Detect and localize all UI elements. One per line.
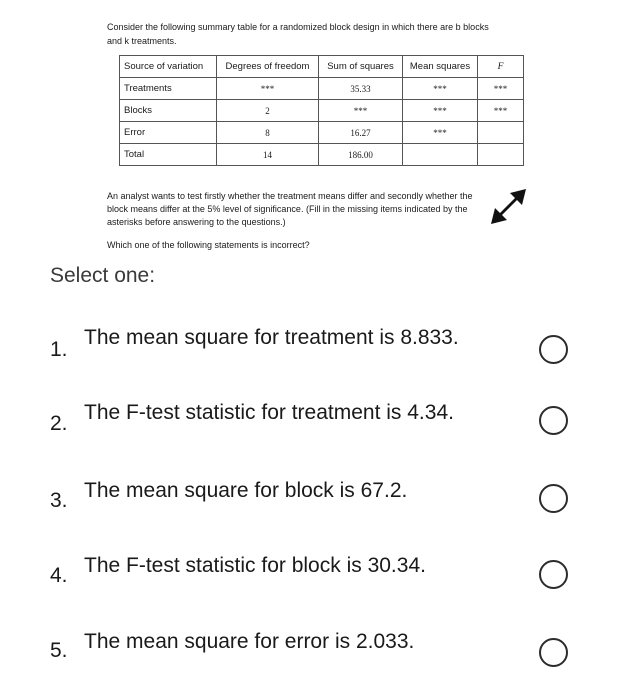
cell-f: ***	[478, 78, 524, 100]
analyst-line-1: An analyst wants to test firstly whether the treatment means differ and secondly whether the	[107, 191, 473, 201]
option-text: The F-test statistic for block is 30.34.	[84, 554, 426, 577]
table-header-row	[120, 56, 524, 78]
analyst-line-2: block means differ at the 5% level of significance. (Fill in the missing items indicated by the	[107, 204, 468, 214]
header-f: F	[478, 56, 524, 78]
question-intro	[107, 20, 547, 48]
option-2[interactable]	[0, 397, 621, 457]
cell-ms: ***	[403, 78, 478, 100]
cell-ss: 186.00	[319, 144, 403, 166]
table-row	[120, 144, 524, 166]
option-radio[interactable]	[539, 406, 568, 435]
question-prompt: Which one of the following statements is incorrect?	[107, 240, 310, 250]
cell-df: 2	[217, 100, 319, 122]
header-df: Degrees of freedom	[217, 56, 319, 78]
intro-line-1: Consider the following summary table for a randomized block design in which there are b blocks	[107, 22, 489, 32]
option-radio[interactable]	[539, 638, 568, 667]
cell-df: 14	[217, 144, 319, 166]
option-radio[interactable]	[539, 560, 568, 589]
cell-ms: ***	[403, 122, 478, 144]
option-4[interactable]	[0, 552, 621, 612]
option-number: 5.	[50, 639, 68, 662]
table-row	[120, 122, 524, 144]
table-row	[120, 78, 524, 100]
cell-f	[478, 144, 524, 166]
cell-source: Total	[120, 144, 217, 166]
cell-source: Treatments	[120, 78, 217, 100]
option-text: The F-test statistic for treatment is 4.34.	[84, 401, 454, 424]
intro-line-2: and k treatments.	[107, 36, 177, 46]
cell-ss: 16.27	[319, 122, 403, 144]
header-ss: Sum of squares	[319, 56, 403, 78]
cell-f: ***	[478, 100, 524, 122]
header-ms: Mean squares	[403, 56, 478, 78]
option-number: 1.	[50, 338, 68, 361]
option-text: The mean square for error is 2.033.	[84, 630, 415, 653]
expand-arrows-icon[interactable]	[488, 185, 530, 227]
cell-df: ***	[217, 78, 319, 100]
analyst-line-3: asterisks before answering to the questions.)	[107, 217, 286, 227]
analyst-paragraph	[107, 190, 527, 229]
cell-ms	[403, 144, 478, 166]
cell-ms: ***	[403, 100, 478, 122]
cell-source: Error	[120, 122, 217, 144]
option-radio[interactable]	[539, 335, 568, 364]
option-radio[interactable]	[539, 484, 568, 513]
cell-ss: ***	[319, 100, 403, 122]
header-source: Source of variation	[120, 56, 217, 78]
option-text: The mean square for block is 67.2.	[84, 479, 408, 502]
cell-ss: 35.33	[319, 78, 403, 100]
anova-summary-table	[119, 55, 524, 166]
option-number: 2.	[50, 412, 68, 435]
option-5[interactable]	[0, 628, 621, 688]
table-row	[120, 100, 524, 122]
cell-df: 8	[217, 122, 319, 144]
option-number: 4.	[50, 564, 68, 587]
option-3[interactable]	[0, 476, 621, 536]
cell-source: Blocks	[120, 100, 217, 122]
option-1[interactable]	[0, 321, 621, 381]
option-text: The mean square for treatment is 8.833.	[84, 326, 459, 349]
select-one-label: Select one:	[50, 264, 156, 287]
cell-f	[478, 122, 524, 144]
option-number: 3.	[50, 489, 68, 512]
